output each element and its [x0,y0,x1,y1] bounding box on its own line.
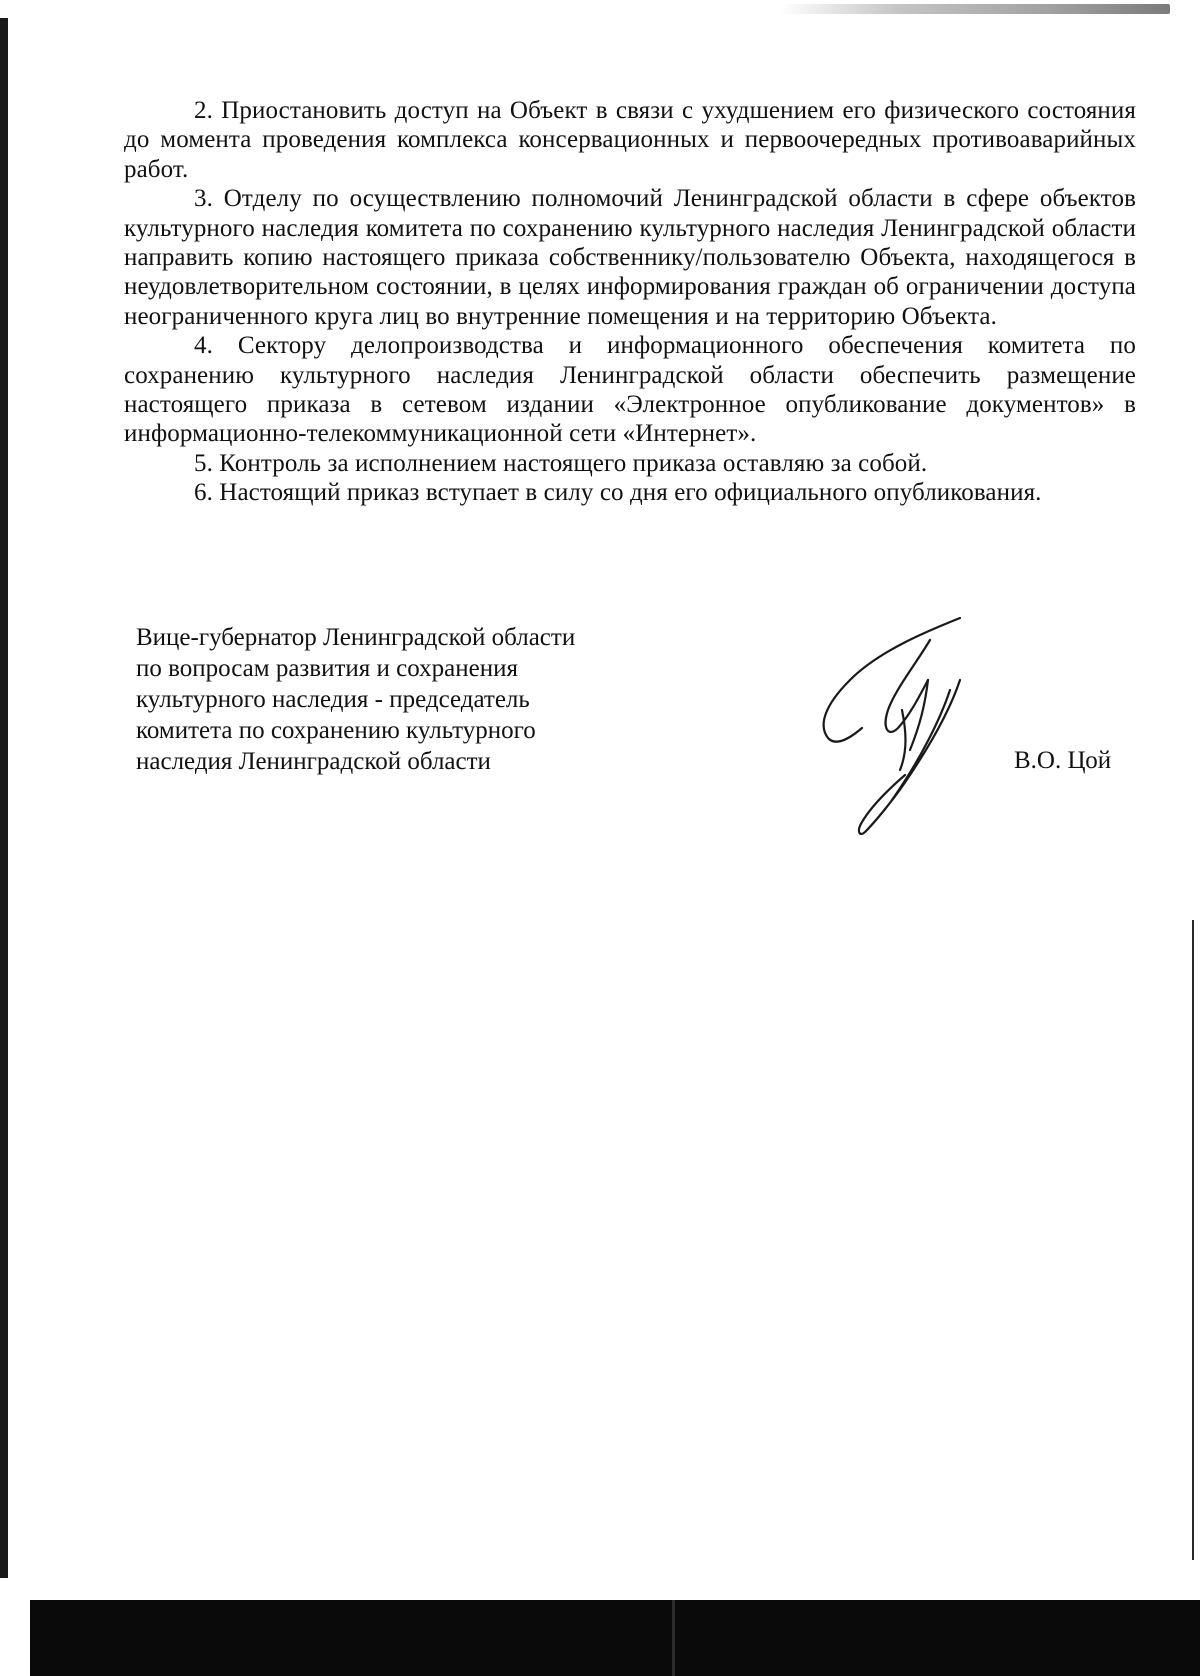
signer-name: В.О. Цой [1014,747,1112,774]
scan-bottom-bar [30,1600,1200,1676]
paragraph-5: 5. Контроль за исполнением настоящего приказа оставляю за собой. [194,449,928,477]
paragraph-3: 3. Отделу по осуществлению полномочий Ленинградской области в сфере объектов культурного наследия комитета по сохранению культурного наследия Ленинградской области направить копию настоящего приказа собственнику/пользователю Объекта, находящегося в неудовлетворительном состоянии, в целях информирования граждан об ограничении доступа неограниченного круга лиц во внутренние помещения и на территорию Объекта. [124,185,1136,330]
document-body [124,96,1136,508]
paragraph-2: 2. Приостановить доступ на Объект в связи с ухудшением его физического состояния до момента проведения комплекса консервационных и первоочередных противоаварийных работ. [124,97,1136,183]
paragraph-4: 4. Сектору делопроизводства и информационного обеспечения комитета по сохранению культурного наследия Ленинградской области обеспечить размещение настоящего приказа в сетевом издании «Электронное опубликование документов» в информационно-телекоммуникационной сети «Интернет». [124,332,1136,448]
paragraph-6: 6. Настоящий приказ вступает в силу со дня его официального опубликования. [194,479,1042,507]
position-line: Вице-губернатор Ленинградской области [136,624,576,651]
scan-edge-right [1192,920,1194,1560]
position-line: по вопросам развития и сохранения [136,655,518,682]
scan-smudge-top [780,4,1170,14]
scan-edge-left [0,18,8,1578]
position-line: наследия Ленинградской области [136,748,491,775]
handwritten-signature [810,610,980,840]
signatory-position [136,622,656,777]
position-line: комитета по сохранению культурного [136,717,536,744]
scan-bottom-seam [672,1600,675,1676]
position-line: культурного наследия - председатель [136,686,530,713]
